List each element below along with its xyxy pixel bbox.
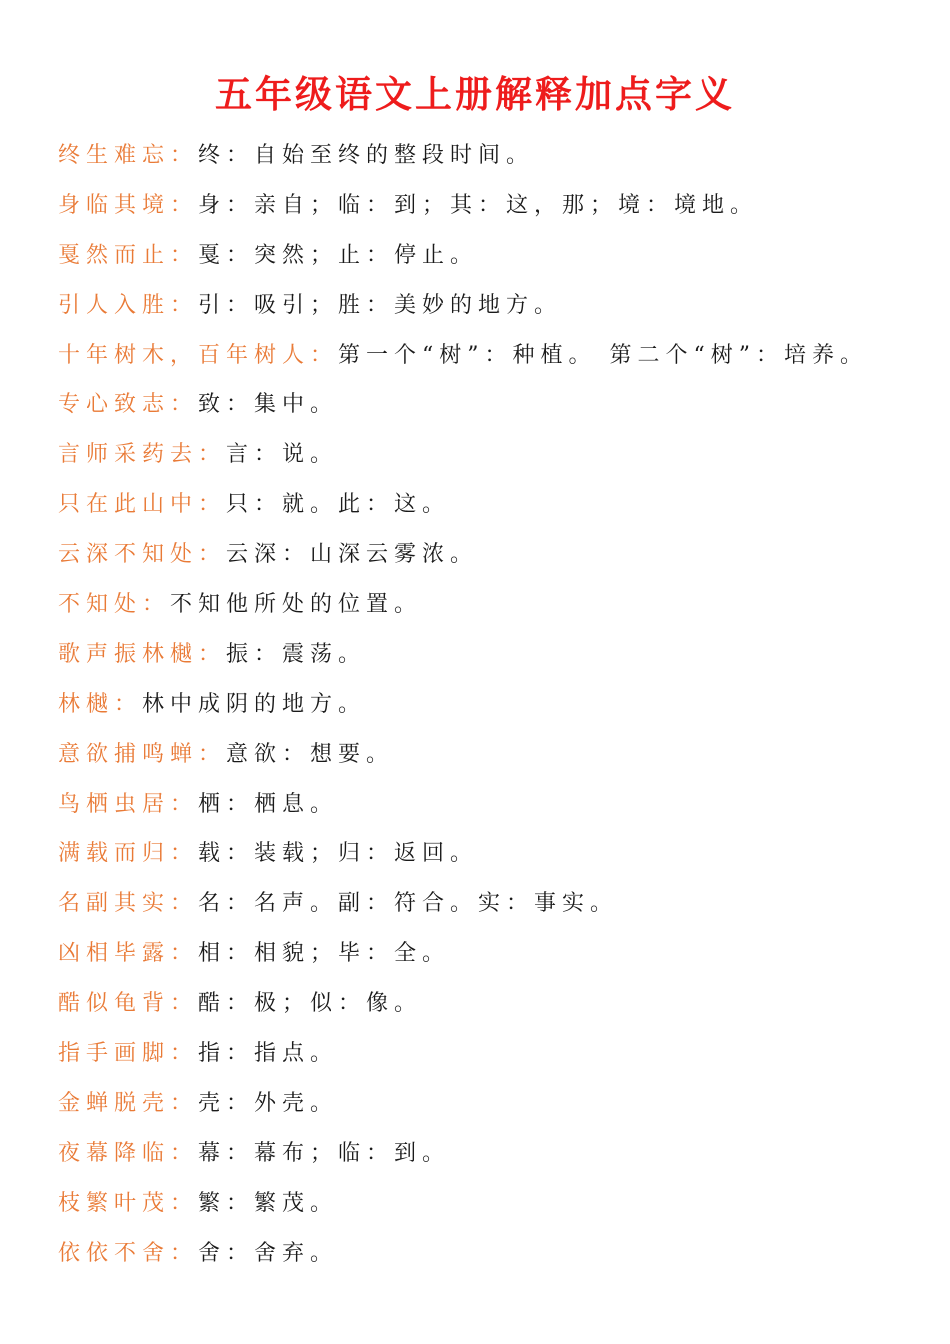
entry-term: 酷似龟背 [58, 991, 171, 1017]
entry-separator: ： [170, 143, 199, 168]
entry-term: 引人入胜 [58, 292, 171, 318]
entry-term: 身临其境 [58, 192, 171, 218]
entry-separator: ： [170, 1240, 199, 1266]
definition-entry [58, 1229, 938, 1279]
entry-separator: ： [198, 741, 227, 767]
definition-entry [58, 331, 938, 381]
definition-entry [58, 480, 938, 530]
entry-separator: ： [170, 891, 199, 917]
definition-entry [58, 630, 938, 680]
entry-definition: 意欲：想要。 [226, 741, 395, 767]
entry-separator: ： [142, 592, 171, 618]
entry-definition: 引：吸引；胜：美妙的地方。 [198, 292, 563, 318]
entry-term: 指手画脚 [58, 1041, 171, 1067]
entry-separator: ： [170, 242, 199, 268]
entry-term: 不知处 [58, 592, 143, 618]
definition-entry [58, 131, 938, 181]
entry-definition: 终：自始至终的整段时间。 [198, 143, 535, 168]
entry-separator: ： [170, 941, 199, 967]
entry-term: 名副其实 [58, 891, 171, 917]
entry-term: 只在此山中 [58, 492, 199, 518]
entry-definition: 第一个“树”：种植。 第二个“树”：培养。 [338, 342, 869, 368]
entry-definition: 繁：繁茂。 [198, 1190, 339, 1216]
entry-term: 枝繁叶茂 [58, 1190, 171, 1216]
definition-entry [58, 281, 938, 331]
definition-entry [58, 979, 938, 1029]
entry-separator: ： [170, 791, 199, 817]
definition-entry [58, 380, 938, 430]
entry-definition: 云深：山深云雾浓。 [226, 542, 479, 568]
entry-separator: ： [170, 392, 199, 418]
entry-definition: 壳：外壳。 [198, 1090, 339, 1116]
entry-term: 凶相毕露 [58, 941, 171, 967]
entry-definition: 酷：极；似：像。 [198, 991, 423, 1017]
entry-term: 林樾 [58, 691, 115, 717]
page-title: 五年级语文上册解释加点字义 [215, 72, 735, 116]
entry-definition: 言：说。 [226, 442, 339, 468]
entry-definition: 戛：突然；止：停止。 [198, 242, 479, 268]
definition-entry [58, 730, 938, 780]
entry-separator: ： [310, 342, 339, 368]
entry-term: 终生难忘 [58, 143, 171, 168]
entry-separator: ： [198, 641, 227, 667]
entry-separator: ： [170, 192, 199, 218]
entry-definition: 载：装载；归：返回。 [198, 841, 479, 867]
definition-entry [58, 1129, 938, 1179]
entry-definition: 相：相貌；毕：全。 [198, 941, 451, 967]
definition-entry [58, 879, 938, 929]
definition-entry [58, 231, 938, 281]
entry-separator: ： [170, 1090, 199, 1116]
entry-term: 十年树木，百年树人 [58, 342, 311, 368]
entry-term: 云深不知处 [58, 542, 199, 568]
entry-definition: 不知他所处的位置。 [170, 592, 423, 618]
entry-term: 依依不舍 [58, 1240, 171, 1266]
entry-definition: 舍：舍弃。 [198, 1240, 339, 1266]
definition-entry [58, 829, 938, 879]
definition-entry [58, 580, 938, 630]
entry-term: 言师采药去 [58, 442, 199, 468]
definition-entry [58, 1029, 938, 1079]
definition-entry [58, 530, 938, 580]
entry-separator: ： [114, 691, 143, 717]
entry-definition: 幕：幕布；临：到。 [198, 1140, 451, 1166]
entry-term: 金蝉脱壳 [58, 1090, 171, 1116]
entry-definition: 栖：栖息。 [198, 791, 339, 817]
entry-separator: ： [198, 492, 227, 518]
definition-entry [58, 1179, 938, 1229]
definition-entry [58, 181, 938, 231]
entry-definition: 振：震荡。 [226, 641, 367, 667]
entry-separator: ： [170, 1190, 199, 1216]
entry-separator: ： [170, 841, 199, 867]
definition-entry [58, 430, 938, 480]
entry-separator: ： [198, 442, 227, 468]
entry-term: 满载而归 [58, 841, 171, 867]
entry-term: 歌声振林樾 [58, 641, 199, 667]
entry-term: 夜幕降临 [58, 1140, 171, 1166]
entry-term: 戛然而止 [58, 242, 171, 268]
definition-entry [58, 1079, 938, 1129]
entry-separator: ： [170, 991, 199, 1017]
entry-definition: 指：指点。 [198, 1041, 339, 1067]
entry-definition: 林中成阴的地方。 [142, 691, 367, 717]
entry-term: 意欲捕鸣蝉 [58, 741, 199, 767]
entry-definition: 名：名声。副：符合。实：事实。 [198, 891, 619, 917]
entry-term: 专心致志 [58, 392, 171, 418]
entry-definition: 只：就。此：这。 [226, 492, 451, 518]
definition-entry [58, 780, 938, 830]
entry-separator: ： [170, 1041, 199, 1067]
definition-entry [58, 929, 938, 979]
definition-entry [58, 680, 938, 730]
entry-separator: ： [170, 1140, 199, 1166]
entry-separator: ： [198, 542, 227, 568]
entry-separator: ： [170, 292, 199, 318]
entry-definition: 致：集中。 [198, 392, 339, 418]
definition-list [58, 131, 938, 1278]
entry-definition: 身：亲自；临：到；其：这，那；境：境地。 [198, 192, 759, 218]
entry-term: 鸟栖虫居 [58, 791, 171, 817]
